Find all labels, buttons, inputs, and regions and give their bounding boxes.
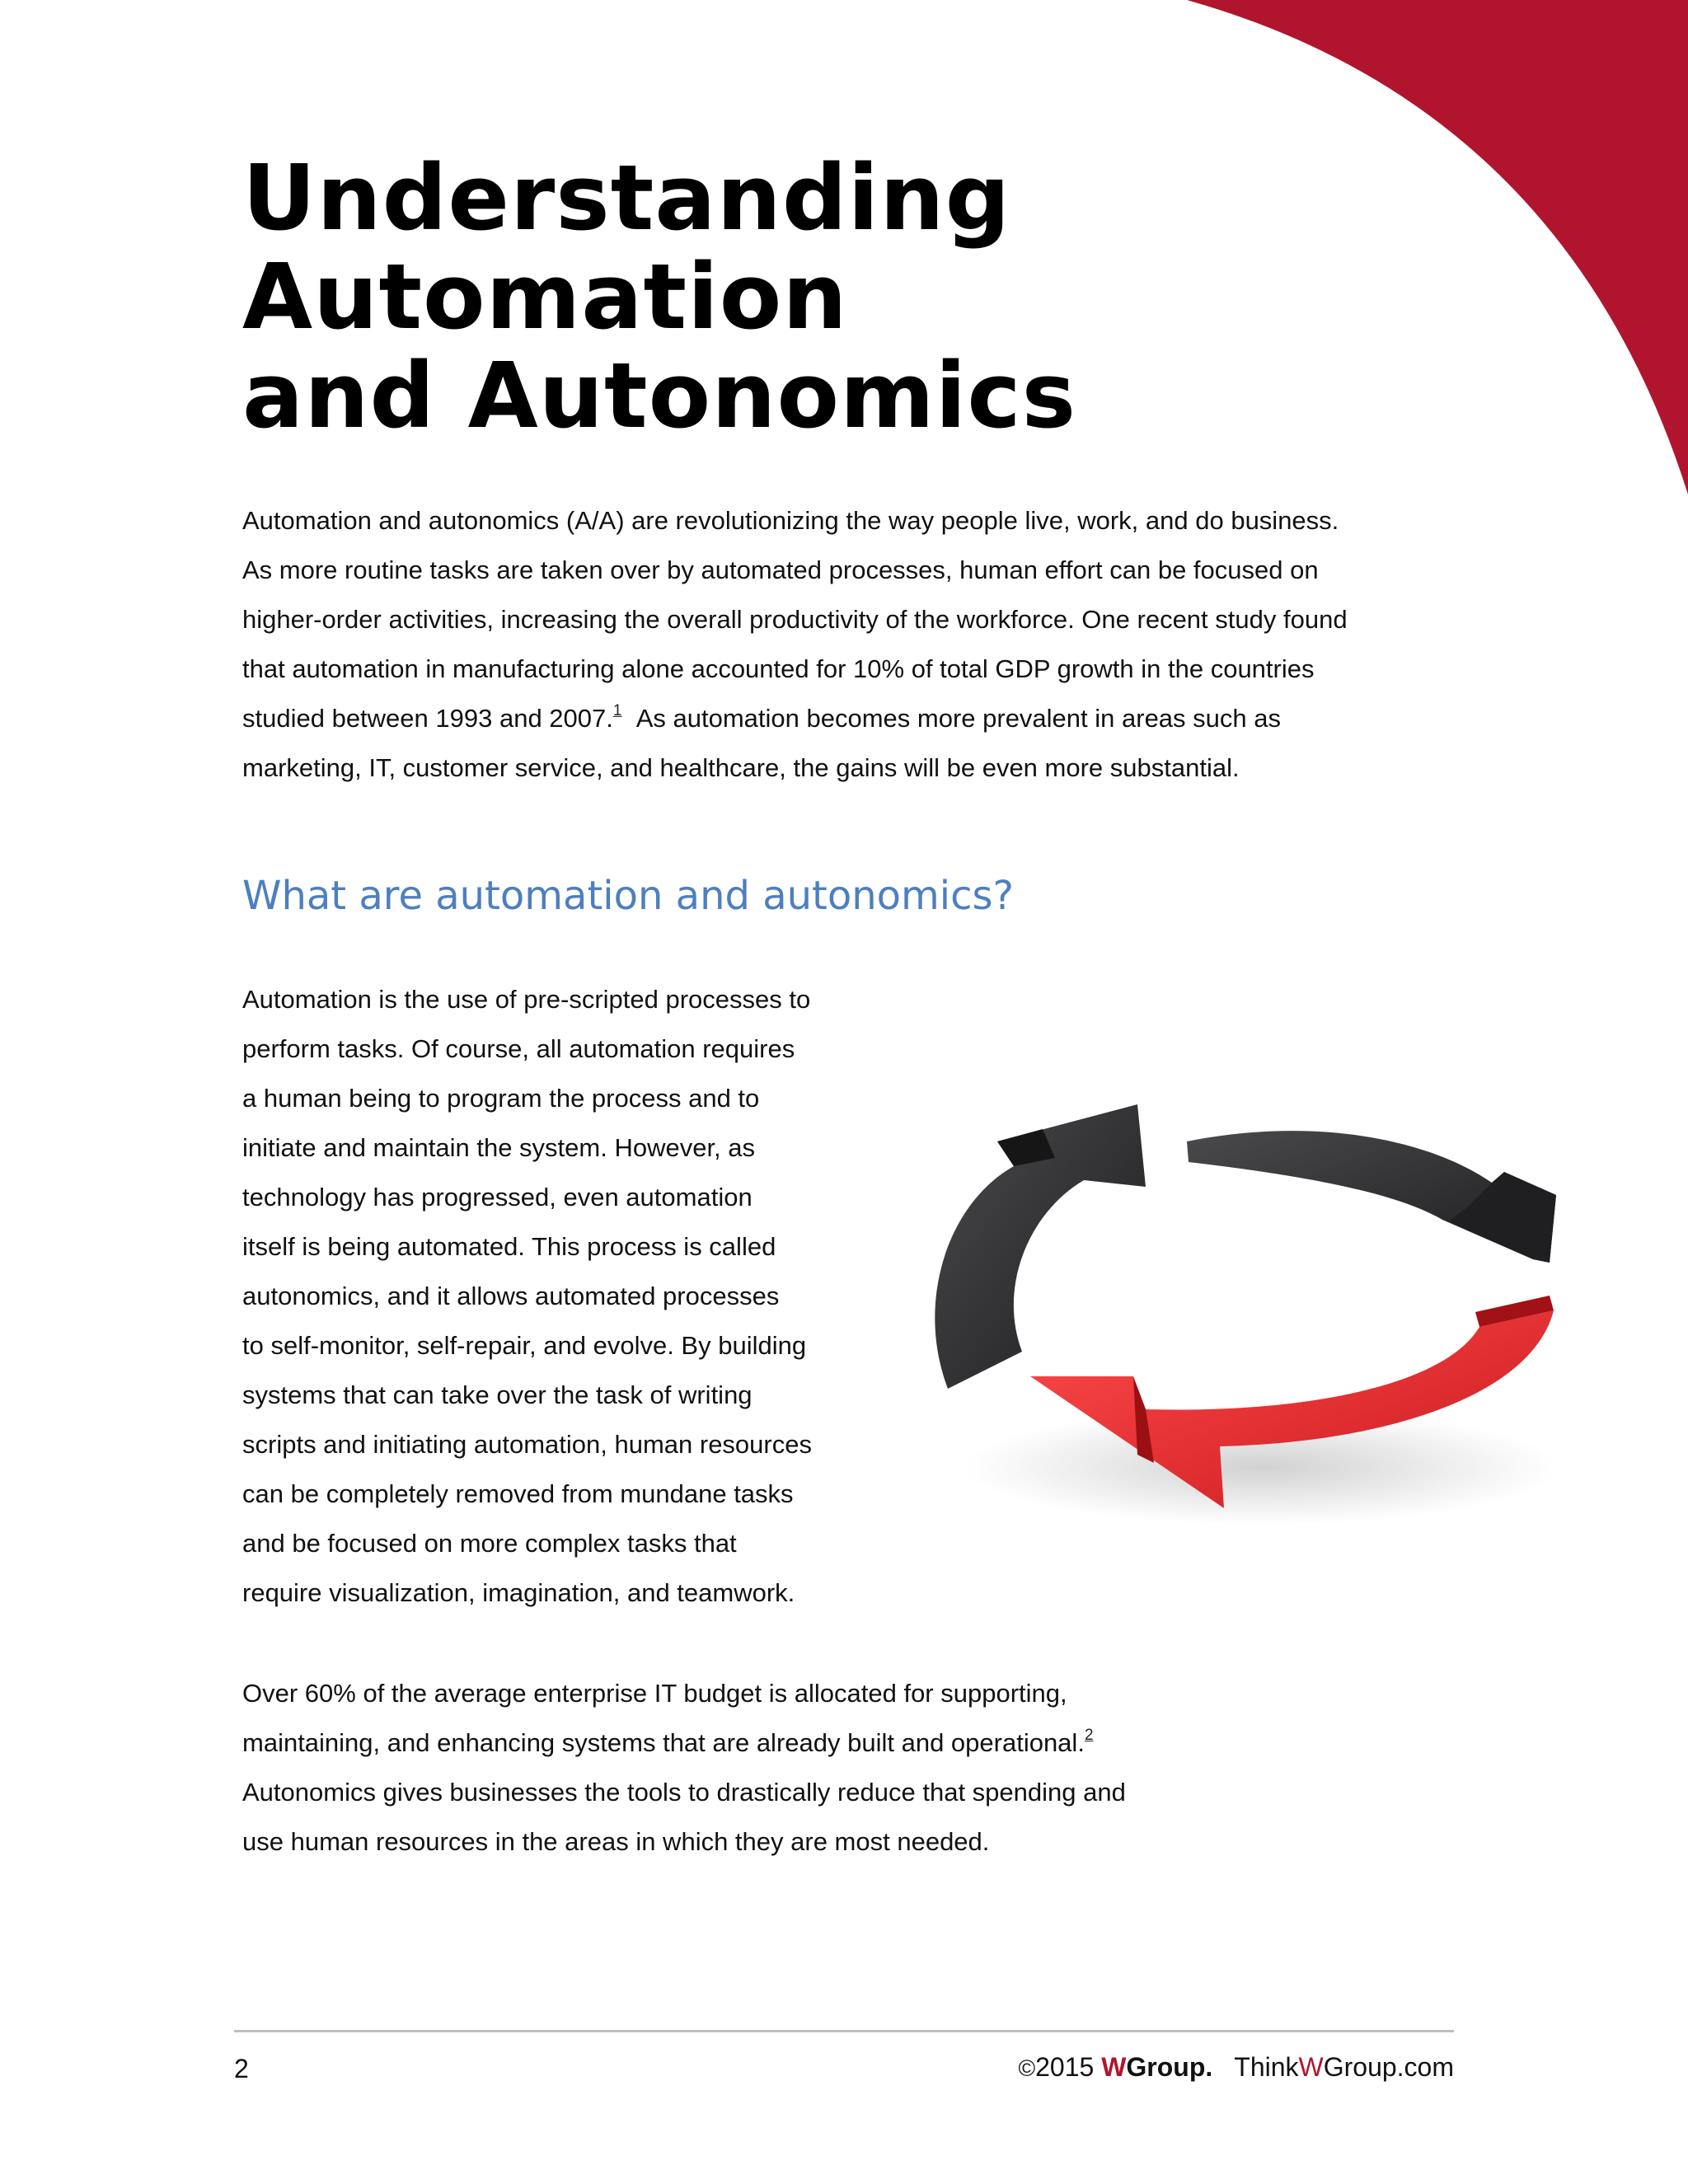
body-line: and be focused on more complex tasks that	[242, 1529, 737, 1558]
intro-line: higher-order activities, increasing the overall productivity of the workforce. One recent study found	[242, 605, 1348, 634]
url-suffix[interactable]: Group.com	[1323, 2052, 1454, 2082]
intro-line: Automation and autonomics (A/A) are revolutionizing the way people live, work, and do business.	[242, 506, 1339, 535]
intro-line: marketing, IT, customer service, and healthcare, the gains will be even more substantial.	[242, 753, 1240, 782]
intro-line-with-footnote	[242, 694, 1462, 743]
closing-line: Autonomics gives businesses the tools to drastically reduce that spending and	[242, 1778, 1126, 1807]
body-line: perform tasks. Of course, all automation requires	[242, 1034, 795, 1063]
body-line: scripts and initiating automation, human resources	[242, 1430, 812, 1459]
page-title-line: Understanding	[242, 145, 1011, 251]
closing-line-with-footnote	[242, 1718, 1314, 1768]
page-title-line: and Autonomics	[242, 343, 1077, 448]
body-line: a human being to program the process and to	[242, 1084, 760, 1113]
intro-line: that automation in manufacturing alone accounted for 10% of total GDP growth in the countries	[242, 654, 1315, 683]
brand-name: Group.	[1126, 2052, 1213, 2082]
page-number: 2	[234, 2054, 249, 2083]
closing-line: Over 60% of the average enterprise IT budget is allocated for supporting,	[242, 1679, 1067, 1708]
footnote-ref-1[interactable]: 1	[612, 702, 622, 719]
body-line: initiate and maintain the system. However, as	[242, 1133, 756, 1162]
body-line: to self-monitor, self-repair, and evolve. By building	[242, 1331, 807, 1360]
body-line: can be completely removed from mundane tasks	[242, 1479, 794, 1508]
section-subheading: What are automation and autonomics?	[242, 873, 1014, 919]
intro-line: As automation becomes more prevalent in areas such as	[635, 704, 1281, 733]
body-line: systems that can take over the task of writing	[242, 1380, 753, 1409]
body-line: Automation is the use of pre-scripted processes to	[242, 985, 811, 1014]
url-prefix[interactable]: Think	[1234, 2052, 1299, 2082]
url-w[interactable]: W	[1298, 2052, 1324, 2082]
body-line: require visualization, imagination, and teamwork.	[242, 1578, 795, 1607]
footer-copyright	[1018, 2050, 1454, 2085]
cycle-arrows-illustration	[898, 1080, 1607, 1541]
body-line: technology has progressed, even automation	[242, 1183, 753, 1212]
closing-line: use human resources in the areas in which they are most needed.	[242, 1827, 990, 1856]
automation-paragraph	[242, 975, 902, 1618]
intro-paragraph	[242, 496, 1462, 793]
copyright-year: 2015	[1035, 2052, 1095, 2082]
page-title-line: Automation	[242, 244, 848, 349]
page-title	[242, 145, 1314, 448]
copyright-symbol: ©	[1018, 2055, 1036, 2081]
brand-w: W	[1101, 2052, 1127, 2082]
body-line: autonomics, and it allows automated processes	[242, 1282, 780, 1310]
footnote-ref-2[interactable]: 2	[1084, 1727, 1094, 1744]
intro-line: studied between 1993 and 2007.	[242, 704, 613, 733]
budget-paragraph	[242, 1669, 1314, 1867]
footer-divider	[234, 2030, 1454, 2032]
intro-line: As more routine tasks are taken over by automated processes, human effort can be focused on	[242, 555, 1319, 584]
body-line: itself is being automated. This process is called	[242, 1232, 776, 1261]
closing-line: maintaining, and enhancing systems that are already built and operational.	[242, 1728, 1085, 1757]
